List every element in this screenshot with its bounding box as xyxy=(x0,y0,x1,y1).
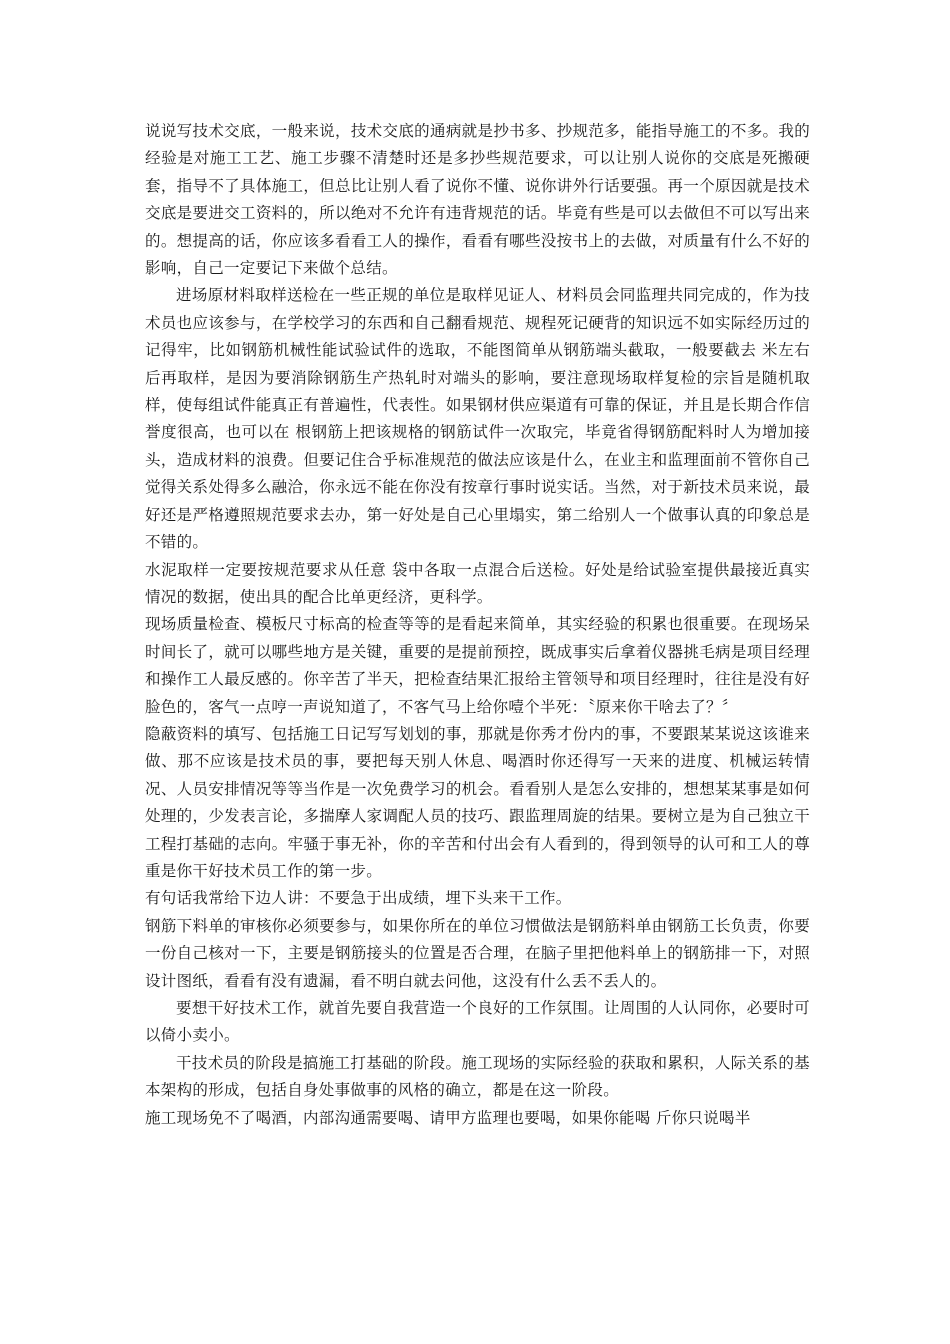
paragraph-material-sampling: 进场原材料取样送检在一些正规的单位是取样见证人、材料员会同监理共同完成的，作为技术员也应该参与，在学校学习的东西和自己翻看规范、规程死记硬背的知识远不如实际经历过的记得牢，比如钢筋机械性能试验试件的选取，不能图简单从钢筋端头截取，一般要截去 米左右后再取样，是因为要消除钢筋生产热轧时对端头的影响，要注意现场取样复检的宗旨是随机取样，使每组试件能真正有普遍性，代表性。如果钢材供应渠道有可靠的保证，并且是长期合作信誉度很高，也可以在 根钢筋上把该规格的钢筋试件一次取完，毕竟省得钢筋配料时人为增加接头，造成材料的浪费。但要记住合乎标准规范的做法应该是什么，在业主和监理面前不管你自己觉得关系处得多么融洽，你永远不能在你没有按章行事时说实话。当然，对于新技术员来说，最好还是严格遵照规范要求去办，第一好处是自己心里塌实，第二给别人一个做事认真的印象总是不错的。 xyxy=(145,286,810,552)
paragraph-concealed-records: 隐蔽资料的填写、包括施工日记写写划划的事，那就是你秀才份内的事，不要跟某某说这该谁来做、那不应该是技术员的事，要把每天别人休息、喝酒时你还得写一天来的进度、机械运转情况、人员安排情况等等当作是一次免费学习的机会。看看别人是怎么安排的，想想某某事是如何处理的，少发表言论，多揣摩人家调配人员的技巧、跟监理周旋的结果。要树立是为自己独立干工程打基础的志向。牢骚于事无补，你的辛苦和付出会有人看到的，得到领导的认可和工人的尊重是你干好技术员工作的第一步。 xyxy=(145,724,810,880)
paragraph-rebar-list: 钢筋下料单的审核你必须要参与，如果你所在的单位习惯做法是钢筋料单由钢筋工长负责，你要一份自己核对一下，主要是钢筋接头的位置是否合理，在脑子里把他料单上的钢筋排一下，对照设计图纸，看看有没有遗漏，看不明白就去问他，这没有什么丢不丢人的。 xyxy=(145,916,810,990)
paragraph-saying: 有句话我常给下边人讲：不要急于出成绩，埋下头来干工作。 xyxy=(145,889,572,908)
paragraph-technical-briefing: 说说写技术交底，一般来说，技术交底的通病就是抄书多、抄规范多，能指导施工的不多。我的经验是对施工工艺、施工步骤不清楚时还是多抄些规范要求，可以让别人说你的交底是死搬硬套，指导不了具体施工，但总比让别人看了说你不懂、说你讲外行话要强。再一个原因就是技术交底是要进交工资料的，所以绝对不允许有违背规范的话。毕竟有些是可以去做但不可以写出来的。想提高的话，你应该多看看工人的操作，看看有哪些没按书上的去做，对质量有什么不好的影响，自己一定要记下来做个总结。 xyxy=(145,122,810,278)
document-body xyxy=(145,118,810,1132)
paragraph-drinking: 施工现场免不了喝酒，内部沟通需要喝、请甲方监理也要喝，如果你能喝 斤你只说喝半 xyxy=(145,1108,751,1127)
paragraph-work-atmosphere: 要想干好技术工作，就首先要自我营造一个良好的工作氛围。让周围的人认同你，必要时可以倚小卖小。 xyxy=(145,999,810,1045)
paragraph-foundation-stage: 干技术员的阶段是搞施工打基础的阶段。施工现场的实际经验的获取和累积，人际关系的基本架构的形成，包括自身处事做事的风格的确立，都是在这一阶段。 xyxy=(145,1053,810,1100)
paragraph-quality-inspection: 现场质量检查、模板尺寸标高的检查等等的是看起来简单，其实经验的积累也很重要。在现场呆时间长了，就可以哪些地方是关键，重要的是提前预控，既成事实后拿着仪器挑毛病是项目经理和操作工人最反感的。你辛苦了半天，把检查结果汇报给主管领导和项目经理时，往往是没有好脸色的，客气一点哼一声说知道了，不客气马上给你噎个半死：〝原来你干啥去了？〞 xyxy=(145,615,810,716)
paragraph-cement-sampling: 水泥取样一定要按规范要求从任意 袋中各取一点混合后送检。好处是给试验室提供最接近真实情况的数据，使出具的配合比单更经济，更科学。 xyxy=(145,560,810,606)
